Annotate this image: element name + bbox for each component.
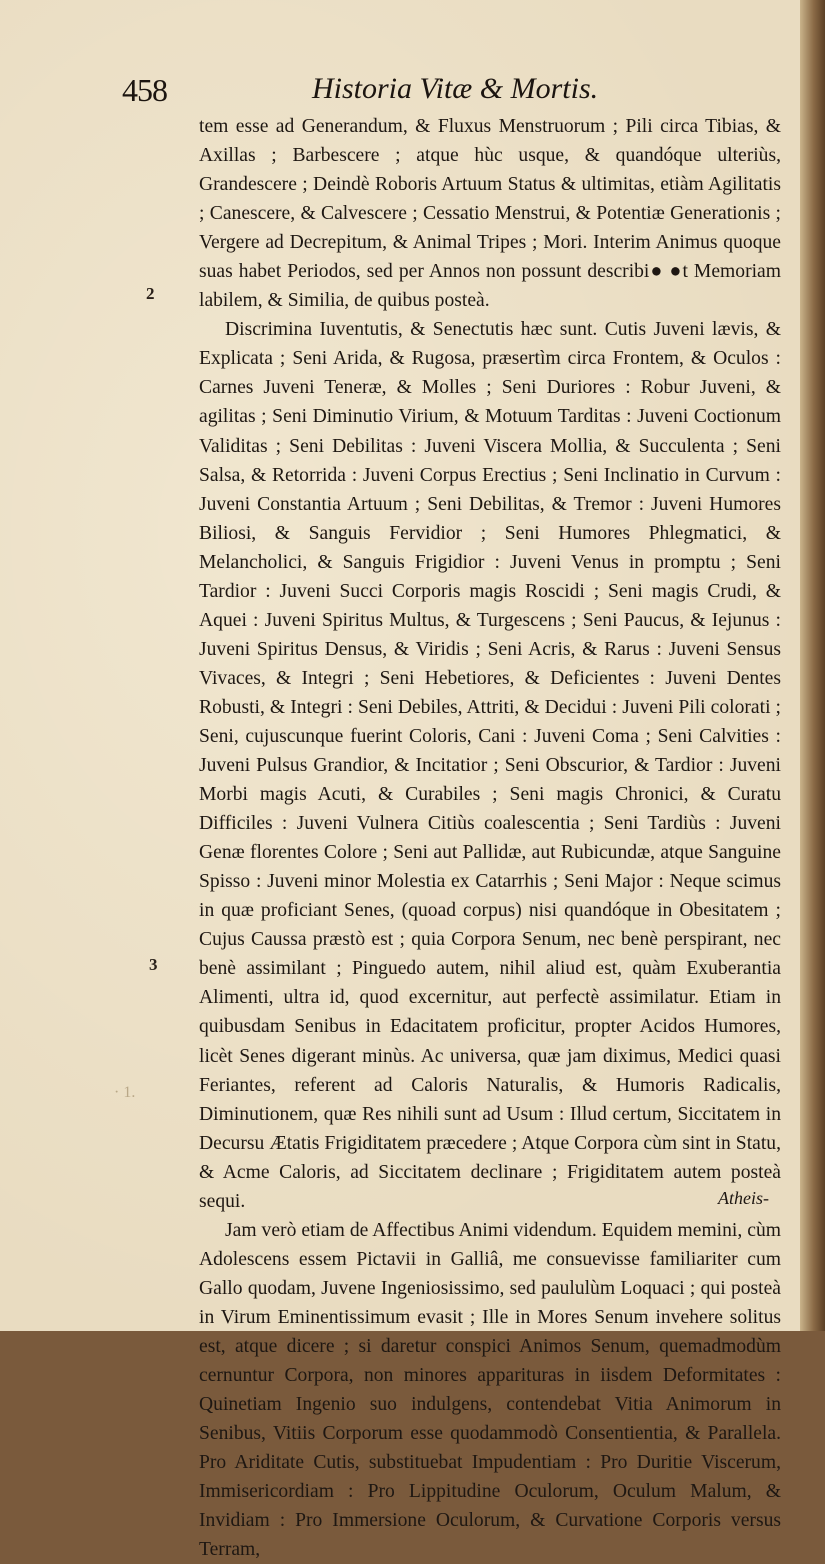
margin-note-3: 3	[149, 955, 158, 974]
running-title: Historia Vitæ & Mortis.	[312, 72, 599, 105]
page-edge-shadow	[800, 0, 825, 1331]
page-header	[122, 72, 782, 112]
faint-margin-mark: · 1.	[114, 1084, 136, 1101]
body-text	[199, 112, 781, 1564]
paragraph-1: tem esse ad Generandum, & Fluxus Menstruorum ; Pili circa Tibias, & Axillas ; Barbescere ; atque hùc usque, & quandóque ulteriùs, Grandescere ; Deindè Roboris Artuum Status & ultimitas, etiàm Agilitatis ; Canescere, & Calvescere ; Cessatio Menstrui, & Potentiæ Generationis ; Vergere ad Decrepitum, & Animal Tripes ; Mori. Interim Animus quoque suas habet Periodos, sed per Annos non possunt describi● ●t Memoriam labilem, & Similia, de quibus posteà.	[199, 116, 781, 312]
page-number: 458	[122, 72, 167, 108]
paragraph-3: Jam verò etiam de Affectibus Animi videndum. Equidem memini, cùm Adolescens essem Pictavii in Galliâ, me consuevisse familiariter cum Gallo quodam, Juvene Ingeniosissimo, sed paululùm Loquaci ; qui posteà in Virum Eminentissimum evasit ; Ille in Mores Senum invehere solitus est, atque dicere ; si daretur conspici Animos Senum, quemadmodùm cernuntur Corpora, non minores apparituras in iisdem Deformitates : Quinetiam Ingenio suo indulgens, contendebat Vitia Animorum in Senibus, Vitiis Corporum esse quodammodò Consentientia, & Parallela. Pro Ariditate Cutis, substituebat Impudentiam : Pro Duritie Viscerum, Immisericordiam : Pro Lippitudine Oculorum, Oculum Malum, & Invidiam : Pro Immersione Oculorum, & Curvatione Corporis versus Terram,	[199, 1219, 781, 1561]
margin-note-2: 2	[146, 284, 155, 303]
paragraph-2: Discrimina Iuventutis, & Senectutis hæc sunt. Cutis Juveni lævis, & Explicata ; Seni Arida, & Rugosa, præsertìm circa Frontem, & Oculos : Carnes Juveni Teneræ, & Molles ; Seni Duriores : Robur Juveni, & agilitas ; Seni Diminutio Virium, & Motuum Tarditas : Juveni Coctionum Validitas ; Seni Debilitas : Juveni Viscera Mollia, & Succulenta ; Seni Salsa, & Retorrida : Juveni Corpus Erectius ; Seni Inclinatio in Curvum : Juveni Constantia Artuum ; Seni Debilitas, & Tremor : Juveni Humores Biliosi, & Sanguis Fervidior ; Seni Humores Phlegmatici, & Melancholici, & Sanguis Frigidior : Juveni Venus in promptu ; Seni Tardior : Juveni Succi Corporis magis Roscidi ; Seni magis Crudi, & Aquei : Juveni Spiritus Multus, & Turgescens ; Seni Paucus, & Iejunus : Juveni Spiritus Densus, & Viridis ; Seni Acris, & Rarus : Juveni Sensus Vivaces, & Integri ; Seni Hebetiores, & Deficientes : Juveni Dentes Robusti, & Integri : Seni Debiles, Attriti, & Decidui : Juveni Pili colorati ; Seni, cujuscunque fuerint Coloris, Cani : Juveni Coma ; Seni Calvities : Juveni Pulsus Grandior, & Incitatior ; Seni Obscurior, & Tardior : Juveni Morbi magis Acuti, & Curabiles ; Seni magis Chronici, & Curatu Difficiles : Juveni Vulnera Citiùs coalescentia ; Seni Tardiùs : Juveni Genæ florentes Colore ; Seni aut Pallidæ, aut Rubicundæ, atque Sanguine Spisso : Juveni minor Molestia ex Catarrhis ; Seni Major : Neque scimus in quæ proficiant Senes, (quoad corpus) nisi quandóque in Obesitatem ; Cujus Caussa præstò est ; quia Corpora Senum, nec benè perspirant, nec benè assimilant ; Pinguedo autem, nihil aliud est, quàm Exuberantia Alimenti, ultra id, quod excernitur, aut perfectè assimilatur. Etiam in quibusdam Senibus in Edacitatem proficitur, propter Acidos Humores, licèt Senes digerant minùs. Ac universa, quæ jam diximus, Medici quasi Feriantes, referent ad Caloris Naturalis, & Humoris Radicalis, Diminutionem, quæ Res nihili sunt ad Usum : Illud certum, Siccitatem in Decursu Ætatis Frigiditatem præcedere ; Atque Corpora cùm sint in Statu, & Acme Caloris, ad Siccitatem declinare ; Frigiditatem autem posteà sequi.	[199, 319, 781, 1212]
catchword: Atheis-	[718, 1188, 769, 1208]
